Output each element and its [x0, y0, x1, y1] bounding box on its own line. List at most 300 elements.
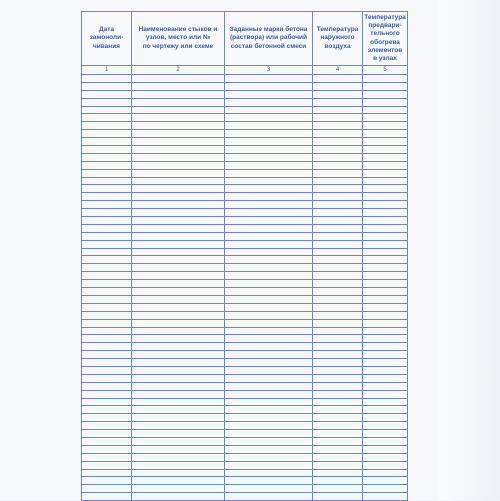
table-cell — [82, 98, 132, 106]
table-row — [82, 224, 408, 232]
table-cell — [363, 485, 408, 493]
table-cell — [363, 201, 408, 209]
table-cell — [363, 288, 408, 296]
table-cell — [82, 280, 132, 288]
table-cell — [82, 398, 132, 406]
table-row — [82, 161, 408, 169]
table-cell — [225, 82, 313, 90]
table-cell — [82, 185, 132, 193]
table-row — [82, 295, 408, 303]
table-cell — [363, 422, 408, 430]
table-row — [82, 193, 408, 201]
table-cell — [225, 295, 313, 303]
table-cell — [225, 114, 313, 122]
table-cell — [82, 295, 132, 303]
table-cell — [363, 453, 408, 461]
table-cell — [363, 209, 408, 217]
table-cell — [132, 288, 225, 296]
table-cell — [313, 485, 363, 493]
table-cell — [132, 430, 225, 438]
table-cell — [132, 390, 225, 398]
table-cell — [313, 430, 363, 438]
table-cell — [363, 374, 408, 382]
table-cell — [82, 217, 132, 225]
table-cell — [363, 295, 408, 303]
table-cell — [132, 106, 225, 114]
table-cell — [132, 161, 225, 169]
table-row — [82, 138, 408, 146]
table-row — [82, 240, 408, 248]
table-cell — [313, 477, 363, 485]
table-cell — [363, 106, 408, 114]
table-cell — [313, 75, 363, 83]
table-cell — [132, 311, 225, 319]
table-cell — [225, 398, 313, 406]
table-cell — [225, 351, 313, 359]
table-row — [82, 374, 408, 382]
table-cell — [82, 193, 132, 201]
table-cell — [225, 343, 313, 351]
table-cell — [82, 201, 132, 209]
table-cell — [132, 453, 225, 461]
table-cell — [313, 201, 363, 209]
table-row — [82, 398, 408, 406]
table-row — [82, 469, 408, 477]
table-row — [82, 114, 408, 122]
column-number: 3 — [225, 66, 313, 75]
table-cell — [313, 90, 363, 98]
table-cell — [313, 295, 363, 303]
table-cell — [82, 390, 132, 398]
table-cell — [132, 90, 225, 98]
table-cell — [363, 169, 408, 177]
table-cell — [132, 217, 225, 225]
table-cell — [225, 359, 313, 367]
table-row — [82, 82, 408, 90]
table-cell — [132, 398, 225, 406]
table-cell — [225, 209, 313, 217]
column-number: 4 — [313, 66, 363, 75]
table-cell — [82, 177, 132, 185]
table-cell — [225, 177, 313, 185]
table-cell — [313, 469, 363, 477]
table-cell — [363, 193, 408, 201]
table-cell — [313, 288, 363, 296]
table-cell — [82, 351, 132, 359]
table-cell — [82, 359, 132, 367]
table-cell — [82, 256, 132, 264]
table-cell — [82, 319, 132, 327]
table-cell — [313, 390, 363, 398]
table-cell — [363, 398, 408, 406]
table-cell — [363, 272, 408, 280]
table-cell — [132, 240, 225, 248]
table-row — [82, 359, 408, 367]
table-cell — [363, 264, 408, 272]
table-cell — [225, 382, 313, 390]
table-row — [82, 366, 408, 374]
table-cell — [313, 224, 363, 232]
table-row — [82, 335, 408, 343]
table-cell — [363, 232, 408, 240]
table-cell — [82, 469, 132, 477]
table-cell — [363, 177, 408, 185]
table-cell — [225, 461, 313, 469]
table-cell — [82, 485, 132, 493]
table-cell — [225, 280, 313, 288]
table-row — [82, 130, 408, 138]
table-row — [82, 264, 408, 272]
table-row — [82, 248, 408, 256]
table-cell — [225, 201, 313, 209]
table-cell — [363, 130, 408, 138]
table-cell — [363, 122, 408, 130]
header-preheat-temperature: Температура предвари- тельного обогрева элементов в узлах — [363, 12, 408, 66]
table-cell — [82, 493, 132, 501]
table-cell — [313, 374, 363, 382]
table-cell — [225, 390, 313, 398]
table-cell — [82, 138, 132, 146]
table-cell — [313, 398, 363, 406]
table-cell — [363, 256, 408, 264]
table-cell — [225, 90, 313, 98]
table-row — [82, 169, 408, 177]
table-cell — [132, 248, 225, 256]
table-cell — [82, 374, 132, 382]
table-cell — [363, 153, 408, 161]
table-cell — [313, 437, 363, 445]
table-cell — [82, 106, 132, 114]
table-cell — [225, 414, 313, 422]
table-row — [82, 146, 408, 154]
table-cell — [313, 82, 363, 90]
table-cell — [132, 422, 225, 430]
table-cell — [313, 106, 363, 114]
table-cell — [363, 343, 408, 351]
header-row — [82, 12, 408, 66]
table-cell — [132, 335, 225, 343]
page-shadow — [438, 0, 500, 500]
table-cell — [132, 280, 225, 288]
table-cell — [132, 209, 225, 217]
table-row — [82, 106, 408, 114]
table-row — [82, 390, 408, 398]
table-cell — [82, 303, 132, 311]
table-cell — [313, 193, 363, 201]
table-cell — [363, 90, 408, 98]
table-cell — [132, 406, 225, 414]
table-cell — [82, 264, 132, 272]
table-row — [82, 430, 408, 438]
table-cell — [313, 240, 363, 248]
table-cell — [363, 359, 408, 367]
table-cell — [363, 280, 408, 288]
table-cell — [313, 406, 363, 414]
table-row — [82, 153, 408, 161]
table-cell — [132, 414, 225, 422]
table-cell — [82, 406, 132, 414]
table-cell — [82, 414, 132, 422]
table-cell — [363, 303, 408, 311]
table-row — [82, 485, 408, 493]
table-row — [82, 98, 408, 106]
table-cell — [132, 374, 225, 382]
table-cell — [132, 146, 225, 154]
table-cell — [225, 153, 313, 161]
table-row — [82, 406, 408, 414]
table-cell — [225, 138, 313, 146]
table-cell — [313, 382, 363, 390]
table-cell — [363, 430, 408, 438]
table-cell — [82, 82, 132, 90]
table-cell — [132, 153, 225, 161]
table-cell — [363, 445, 408, 453]
table-cell — [363, 217, 408, 225]
table-cell — [82, 122, 132, 130]
table-cell — [132, 351, 225, 359]
table-row — [82, 122, 408, 130]
table-cell — [363, 146, 408, 154]
table-cell — [132, 98, 225, 106]
table-cell — [225, 98, 313, 106]
table-cell — [225, 311, 313, 319]
table-row — [82, 256, 408, 264]
table-cell — [132, 469, 225, 477]
table-cell — [225, 303, 313, 311]
table-cell — [313, 445, 363, 453]
table-cell — [132, 264, 225, 272]
table-cell — [132, 138, 225, 146]
column-number: 1 — [82, 66, 132, 75]
table-cell — [225, 327, 313, 335]
table-cell — [313, 493, 363, 501]
table-cell — [363, 114, 408, 122]
table-cell — [313, 130, 363, 138]
table-cell — [225, 240, 313, 248]
table-cell — [313, 217, 363, 225]
table-row — [82, 90, 408, 98]
table-row — [82, 280, 408, 288]
table-cell — [363, 311, 408, 319]
table-cell — [132, 201, 225, 209]
table-cell — [313, 161, 363, 169]
table-cell — [82, 366, 132, 374]
table-cell — [132, 185, 225, 193]
table-cell — [313, 461, 363, 469]
table-cell — [363, 406, 408, 414]
table-cell — [225, 130, 313, 138]
table-row — [82, 303, 408, 311]
table-cell — [82, 453, 132, 461]
table-cell — [313, 366, 363, 374]
table-cell — [313, 327, 363, 335]
table-cell — [313, 422, 363, 430]
table-cell — [82, 232, 132, 240]
table-cell — [225, 374, 313, 382]
table-cell — [363, 98, 408, 106]
table-cell — [313, 414, 363, 422]
table-cell — [313, 351, 363, 359]
table-cell — [132, 319, 225, 327]
table-cell — [313, 185, 363, 193]
table-cell — [363, 185, 408, 193]
table-row — [82, 288, 408, 296]
table-cell — [363, 366, 408, 374]
table-cell — [82, 75, 132, 83]
table-cell — [225, 469, 313, 477]
table-cell — [313, 146, 363, 154]
table-cell — [225, 264, 313, 272]
table-cell — [363, 224, 408, 232]
table-cell — [82, 461, 132, 469]
table-cell — [313, 319, 363, 327]
table-cell — [225, 106, 313, 114]
table-cell — [363, 382, 408, 390]
table-cell — [313, 272, 363, 280]
table-row — [82, 382, 408, 390]
table-cell — [225, 445, 313, 453]
table-row — [82, 209, 408, 217]
table-row — [82, 351, 408, 359]
table-cell — [82, 335, 132, 343]
table-row — [82, 232, 408, 240]
table-cell — [313, 209, 363, 217]
table-cell — [132, 359, 225, 367]
table-cell — [363, 248, 408, 256]
table-cell — [132, 114, 225, 122]
table-cell — [132, 343, 225, 351]
table-row — [82, 414, 408, 422]
table-row — [82, 177, 408, 185]
column-number-row — [82, 66, 408, 75]
table-cell — [132, 169, 225, 177]
table-cell — [363, 327, 408, 335]
table-cell — [363, 469, 408, 477]
table-cell — [363, 477, 408, 485]
table-cell — [363, 161, 408, 169]
table-cell — [132, 327, 225, 335]
table-cell — [132, 445, 225, 453]
table-cell — [225, 122, 313, 130]
table-row — [82, 422, 408, 430]
table-cell — [82, 445, 132, 453]
table-row — [82, 272, 408, 280]
table-cell — [82, 272, 132, 280]
table-row — [82, 477, 408, 485]
table-cell — [82, 477, 132, 485]
table-cell — [313, 232, 363, 240]
table-cell — [132, 485, 225, 493]
table-row — [82, 461, 408, 469]
table-cell — [82, 288, 132, 296]
table-cell — [82, 382, 132, 390]
table-cell — [225, 272, 313, 280]
table-row — [82, 319, 408, 327]
table-cell — [363, 437, 408, 445]
table-cell — [363, 414, 408, 422]
table-cell — [225, 224, 313, 232]
table-cell — [132, 295, 225, 303]
journal-table — [81, 11, 408, 501]
table-cell — [313, 153, 363, 161]
table-row — [82, 201, 408, 209]
table-cell — [313, 98, 363, 106]
table-cell — [313, 264, 363, 272]
table-row — [82, 311, 408, 319]
table-cell — [313, 343, 363, 351]
table-row — [82, 217, 408, 225]
table-cell — [313, 453, 363, 461]
table-cell — [363, 240, 408, 248]
table-row — [82, 75, 408, 83]
table-row — [82, 445, 408, 453]
table-cell — [225, 146, 313, 154]
table-cell — [313, 311, 363, 319]
table-cell — [225, 453, 313, 461]
table-cell — [225, 217, 313, 225]
table-cell — [225, 477, 313, 485]
table-row — [82, 453, 408, 461]
table-cell — [82, 114, 132, 122]
table-cell — [313, 280, 363, 288]
table-cell — [132, 177, 225, 185]
table-cell — [132, 82, 225, 90]
table-cell — [225, 248, 313, 256]
table-cell — [82, 209, 132, 217]
table-cell — [82, 311, 132, 319]
table-cell — [132, 232, 225, 240]
table-cell — [82, 430, 132, 438]
table-cell — [225, 161, 313, 169]
table-cell — [313, 138, 363, 146]
table-cell — [225, 493, 313, 501]
table-cell — [225, 169, 313, 177]
table-cell — [313, 335, 363, 343]
header-concrete-grade: Заданные марки бетона (раствора) или рабочий состав бетонной смеси — [225, 12, 313, 66]
table-cell — [225, 193, 313, 201]
table-cell — [132, 75, 225, 83]
table-cell — [313, 114, 363, 122]
table-cell — [313, 303, 363, 311]
table-cell — [225, 319, 313, 327]
table-cell — [313, 122, 363, 130]
table-cell — [363, 335, 408, 343]
table-cell — [82, 248, 132, 256]
table-cell — [82, 146, 132, 154]
table-row — [82, 493, 408, 501]
table-row — [82, 185, 408, 193]
table-cell — [132, 224, 225, 232]
table-cell — [82, 153, 132, 161]
table-cell — [363, 75, 408, 83]
table-cell — [225, 185, 313, 193]
table-cell — [132, 303, 225, 311]
table-row — [82, 437, 408, 445]
table-cell — [132, 193, 225, 201]
table-cell — [225, 422, 313, 430]
table-cell — [313, 248, 363, 256]
table-cell — [132, 437, 225, 445]
table-cell — [225, 437, 313, 445]
table-cell — [225, 366, 313, 374]
table-cell — [363, 390, 408, 398]
table-cell — [225, 256, 313, 264]
table-cell — [132, 461, 225, 469]
table-cell — [225, 406, 313, 414]
table-cell — [82, 161, 132, 169]
table-cell — [82, 130, 132, 138]
table-cell — [225, 232, 313, 240]
